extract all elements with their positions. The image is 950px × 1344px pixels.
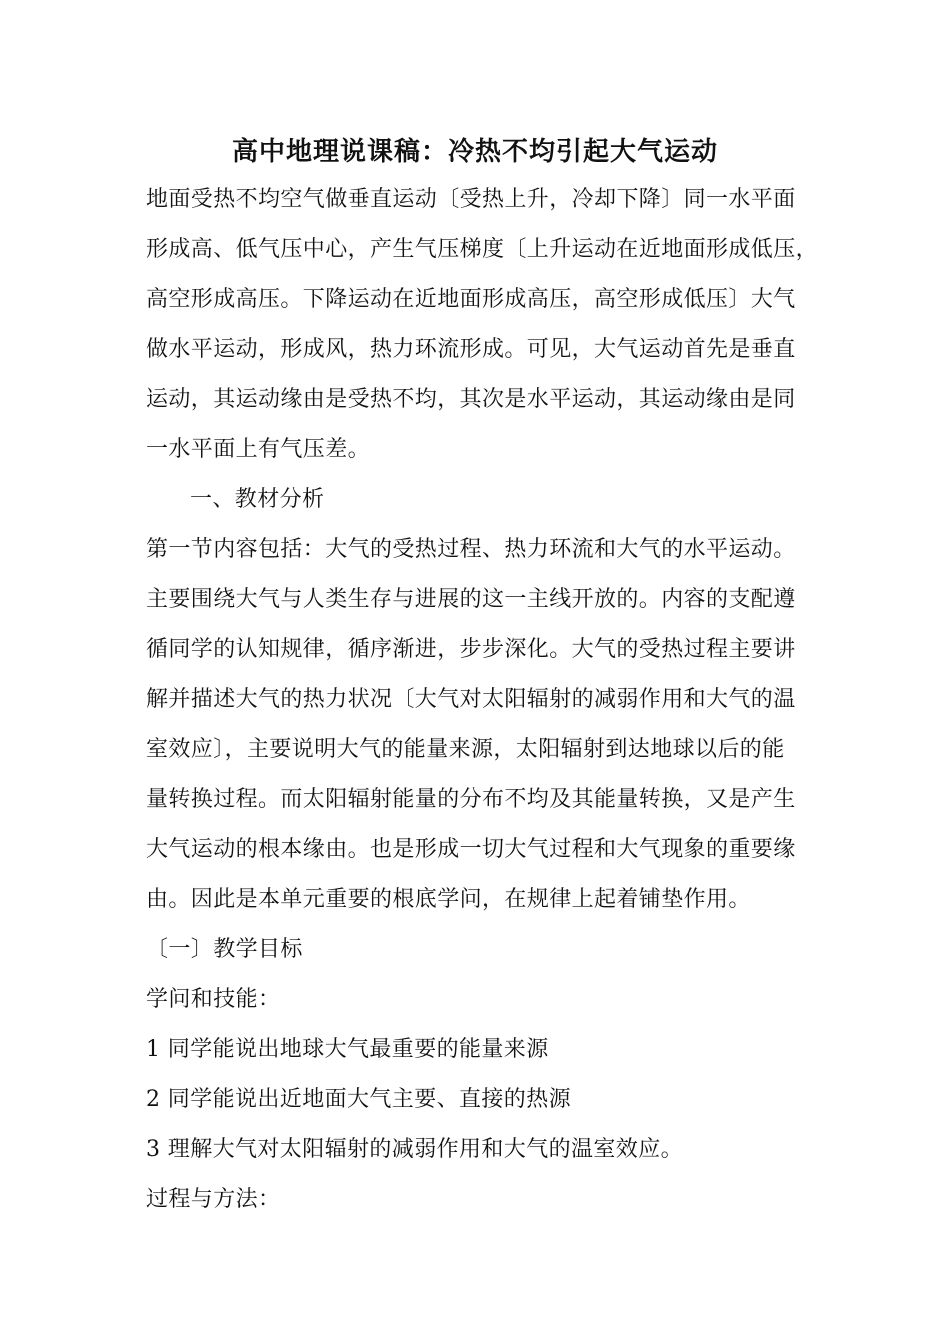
page-title: 高中地理说课稿：冷热不均引起大气运动 (231, 137, 718, 167)
text-line: 形成高、低气压中心，产生气压梯度〔上升运动在近地面形成低压， (146, 237, 819, 262)
text-line: 第一节内容包括：大气的受热过程、热力环流和大气的水平运动。 (146, 537, 796, 562)
text-line: 大气运动的根本缘由。也是形成一切大气过程和大气现象的重要缘 (146, 837, 796, 862)
text-line: 高空形成高压。下降运动在近地面形成高压，高空形成低压〕大气 (146, 287, 796, 312)
text-line: 学问和技能： (146, 987, 281, 1012)
text-line: 主要围绕大气与人类生存与进展的这一主线开放的。内容的支配遵 (146, 587, 796, 612)
text-line: 解并描述大气的热力状况〔大气对太阳辐射的减弱作用和大气的温 (146, 687, 796, 712)
text-line: 地面受热不均空气做垂直运动〔受热上升，冷却下降〕同一水平面 (146, 187, 796, 212)
text-line: 室效应〕，主要说明大气的能量来源，太阳辐射到达地球以后的能 (146, 737, 785, 762)
text-line: 一水平面上有气压差。 (146, 437, 371, 462)
text-line: 由。因此是本单元重要的根底学问，在规律上起着铺垫作用。 (146, 887, 751, 912)
subsection-heading: 〔一〕教学目标 (146, 937, 303, 962)
text-line: 运动，其运动缘由是受热不均，其次是水平运动，其运动缘由是同 (146, 387, 796, 412)
section-heading: 一、教材分析 (190, 487, 325, 512)
list-item: 3 理解大气对太阳辐射的减弱作用和大气的温室效应。 (146, 1137, 683, 1162)
text-line: 循同学的认知规律，循序渐进，步步深化。大气的受热过程主要讲 (146, 637, 796, 662)
text-line: 做水平运动，形成风，热力环流形成。可见，大气运动首先是垂直 (146, 337, 796, 362)
list-item: 2 同学能说出近地面大气主要、直接的热源 (146, 1087, 571, 1112)
text-line: 过程与方法： (146, 1187, 281, 1212)
list-item: 1 同学能说出地球大气最重要的能量来源 (146, 1037, 549, 1062)
text-line: 量转换过程。而太阳辐射能量的分布不均及其能量转换，又是产生 (146, 787, 796, 812)
